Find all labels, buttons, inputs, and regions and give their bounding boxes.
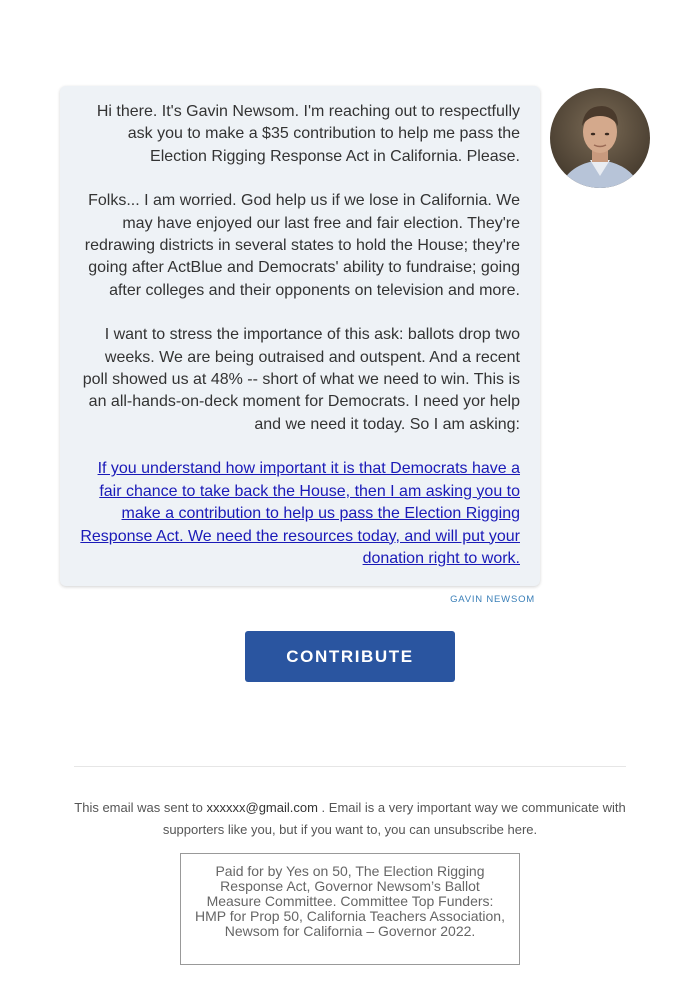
recipient-email: xxxxxx@gmail.com xyxy=(206,800,318,815)
footer-end: . xyxy=(533,821,538,837)
message-link-paragraph xyxy=(76,458,520,570)
footer-divider xyxy=(74,766,626,767)
contribute-button[interactable]: CONTRIBUTE xyxy=(245,631,455,682)
unsubscribe-link[interactable]: unsubscribe here xyxy=(433,821,534,837)
person-photo-icon xyxy=(550,88,650,188)
sender-avatar xyxy=(550,88,650,188)
footer-sent-to-suffix: . Email is a very important way we communicate with supporters like you, but if you want to, you can xyxy=(162,800,626,837)
paid-for-disclaimer: Paid for by Yes on 50, The Election Rigging Response Act, Governor Newsom’s Ballot Measure Committee. Committee Top Funders: HMP for Prop 50, California Teachers Association, Newsom for California – Governor 2022. xyxy=(180,853,520,965)
footer-sent-to-prefix: This email was sent to xyxy=(74,800,207,815)
sender-name: GAVIN NEWSOM xyxy=(450,594,535,605)
donation-link[interactable]: If you understand how important it is that Democrats have a fair chance to take back the House, then I am asking you to make a contribution to help us pass the Election Rigging Response Act. We need the resources today, and will put your donation right to work. xyxy=(80,460,520,567)
message-paragraph-3: I want to stress the importance of this ask: ballots drop two weeks. We are being outraised and outspent. And a recent poll showed us at 48% -- short of what we need to win. This is an all-hands-on-deck moment for Democrats. I need yor help and we need it today. So I am asking: xyxy=(82,326,520,433)
footer-notice xyxy=(70,797,630,840)
message-bubble xyxy=(60,86,540,586)
message-paragraph-1: Hi there. It's Gavin Newsom. I'm reaching out to respectfully ask you to make a $35 contribution to help me pass the Election Rigging Response Act in California. Please. xyxy=(96,103,520,165)
message-paragraph-2: Folks... I am worried. God help us if we lose in California. We may have enjoyed our last free and fair election. They're redrawing districts in several states to hold the House; they're going after ActBlue and Democrats' ability to fundraise; going after colleges and their opponents on television and more. xyxy=(84,192,520,299)
